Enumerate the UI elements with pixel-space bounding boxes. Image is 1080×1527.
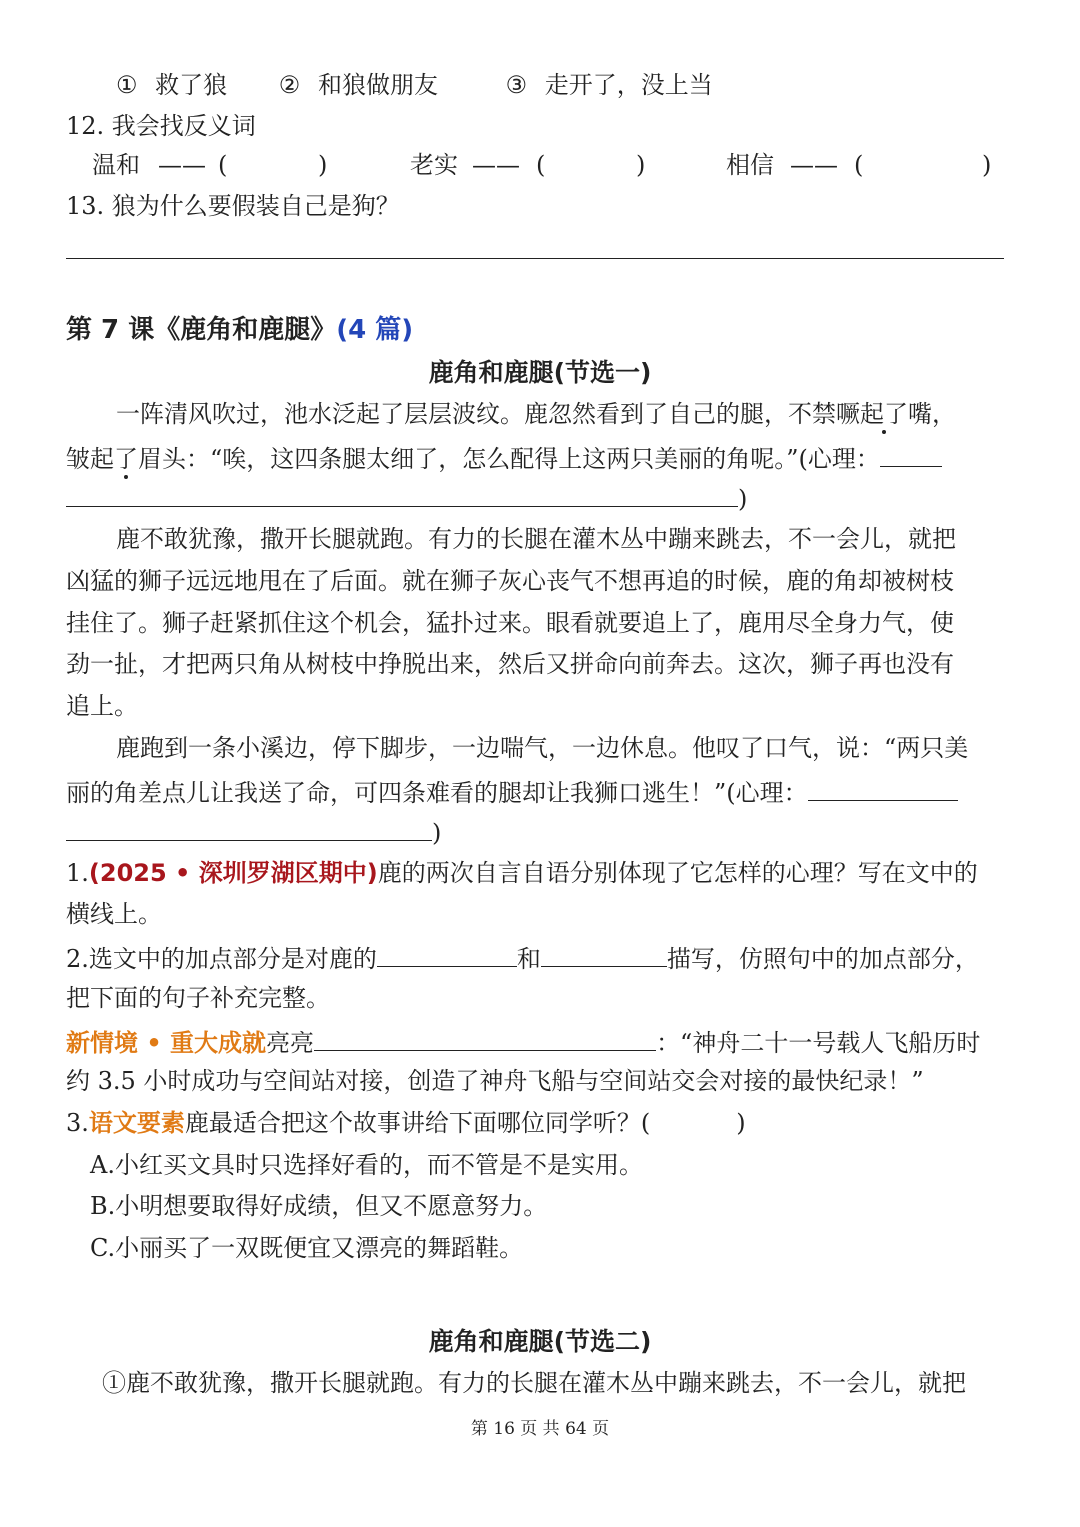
option-2-mark: ② — [278, 71, 301, 99]
excerpt-1-p2-line5: 追上。 — [66, 692, 138, 720]
option-3-mark: ③ — [505, 71, 528, 99]
excerpt-1-p1-line2: 皱起了眉头：“唉，这四条腿太细了，怎么配得上这两只美丽的角呢。”(心理： — [66, 444, 942, 471]
excerpt-1-title: 鹿角和鹿腿(节选一) — [428, 358, 652, 387]
excerpt-1-p3-line1: 鹿跑到一条小溪边，停下脚步，一边喘气，一边休息。他叹了口气，说：“两只美 — [116, 734, 969, 762]
option-a: A.小红买文具时只选择好看的，而不管是不是实用。 — [90, 1151, 643, 1179]
option-3: 走开了，没上当 — [544, 71, 713, 99]
antonym-open-2: ( — [536, 151, 546, 179]
antonym-word-3: 相信 — [726, 151, 774, 179]
option-1-mark: ① — [116, 71, 138, 99]
antonym-dash-2: —— — [472, 151, 520, 179]
answer-blank-4 — [541, 944, 667, 967]
question-2-line2: 把下面的句子补充完整。 — [66, 984, 330, 1012]
excerpt-1-p2-line4: 劲一扯，才把两只角从树枝中挣脱出来，然后又拼命向前奔去。这次，狮子再也没有 — [66, 650, 954, 678]
answer-blank-5 — [314, 1028, 656, 1051]
option-c: C.小丽买了一双既便宜又漂亮的舞蹈鞋。 — [90, 1234, 524, 1262]
excerpt-1-p2-line1: 鹿不敢犹豫，撒开长腿就跑。有力的长腿在灌木丛中蹦来跳去，不一会儿，就把 — [116, 525, 956, 553]
q13-title: 13. 狼为什么要假装自己是狗？ — [66, 192, 400, 220]
excerpt-1-p3-line3: ) — [66, 818, 441, 845]
antonym-open-3: ( — [854, 151, 864, 179]
option-1: 救了狼 — [155, 71, 228, 99]
q11-options — [116, 73, 713, 97]
excerpt-1-p2-line2: 凶猛的狮子远远地甩在了后面。就在狮子灰心丧气不想再追的时候，鹿的角却被树枝 — [66, 567, 954, 595]
answer-blank-2b — [66, 818, 432, 841]
antonym-close-2: ) — [636, 151, 646, 179]
answer-blank-2 — [808, 778, 958, 801]
excerpt-1-p2-line3: 挂住了。狮子赶紧抓住这个机会，猛扑过来。眼看就要追上了，鹿用尽全身力气，使 — [66, 609, 954, 637]
antonym-dash-1: —— — [158, 151, 206, 179]
antonym-word-2: 老实 — [410, 151, 458, 179]
question-1-source-tag: (2025 • 深圳罗湖区期中) — [88, 859, 378, 887]
lesson-heading — [66, 317, 413, 343]
answer-blank-1b — [66, 484, 738, 507]
option-2: 和狼做朋友 — [317, 71, 438, 99]
excerpt-2-line1: ①鹿不敢犹豫，撒开长腿就跑。有力的长腿在灌木丛中蹦来跳去，不一会儿，就把 — [102, 1369, 966, 1397]
q12-title: 12. 我会找反义词 — [66, 112, 256, 140]
antonym-close-3: ) — [982, 151, 992, 179]
antonym-word-1: 温和 — [92, 151, 140, 179]
dotted-text-2: 皱起了眉头 — [66, 445, 186, 473]
question-2-context-tag: 新情境 • 重大成就 — [66, 1029, 267, 1057]
answer-blank-1 — [880, 444, 942, 467]
question-3: 3.语文要素鹿最适合把这个故事讲给下面哪位同学听？( ) — [66, 1109, 746, 1137]
question-1: 1.(2025 • 深圳罗湖区期中)鹿的两次自言自语分别体现了它怎样的心理？写在文中的 — [66, 859, 978, 887]
answer-line — [66, 258, 1004, 259]
antonym-dash-3: —— — [790, 151, 838, 179]
dotted-text-1: 噘起了嘴 — [836, 400, 932, 428]
lesson-count: (4 篇) — [336, 315, 414, 345]
antonym-close-1: ) — [318, 151, 328, 179]
excerpt-1-p3-line2: 丽的角差点儿让我送了命，可四条难看的腿却让我狮口逃生！”(心理： — [66, 778, 958, 805]
excerpt-2-title: 鹿角和鹿腿(节选二) — [428, 1327, 652, 1356]
question-1-line2: 横线上。 — [66, 900, 162, 928]
question-3-tag: 语文要素 — [88, 1109, 185, 1137]
antonym-open-1: ( — [218, 151, 228, 179]
option-b: B.小明想要取得好成绩，但又不愿意努力。 — [90, 1192, 548, 1220]
lesson-title: 第 7 课《鹿角和鹿腿》 — [66, 315, 337, 345]
question-2-context: 新情境 • 重大成就亮亮 ：“神舟二十一号载人飞船历时 — [66, 1029, 981, 1057]
excerpt-1-p1-line1: 一阵清风吹过，池水泛起了层层波纹。鹿忽然看到了自己的腿，不禁噘起了嘴， — [116, 400, 956, 428]
answer-blank-3 — [377, 944, 517, 967]
excerpt-1-p1-line3: ) — [66, 484, 747, 511]
question-2-context-line2: 约 3.5 小时成功与空间站对接，创造了神舟飞船与空间站交会对接的最快纪录！” — [66, 1067, 924, 1095]
question-2: 2.选文中的加点部分是对鹿的 和 描写，仿照句中的加点部分， — [66, 945, 979, 973]
page-number: 第 16 页 共 64 页 — [470, 1419, 610, 1439]
